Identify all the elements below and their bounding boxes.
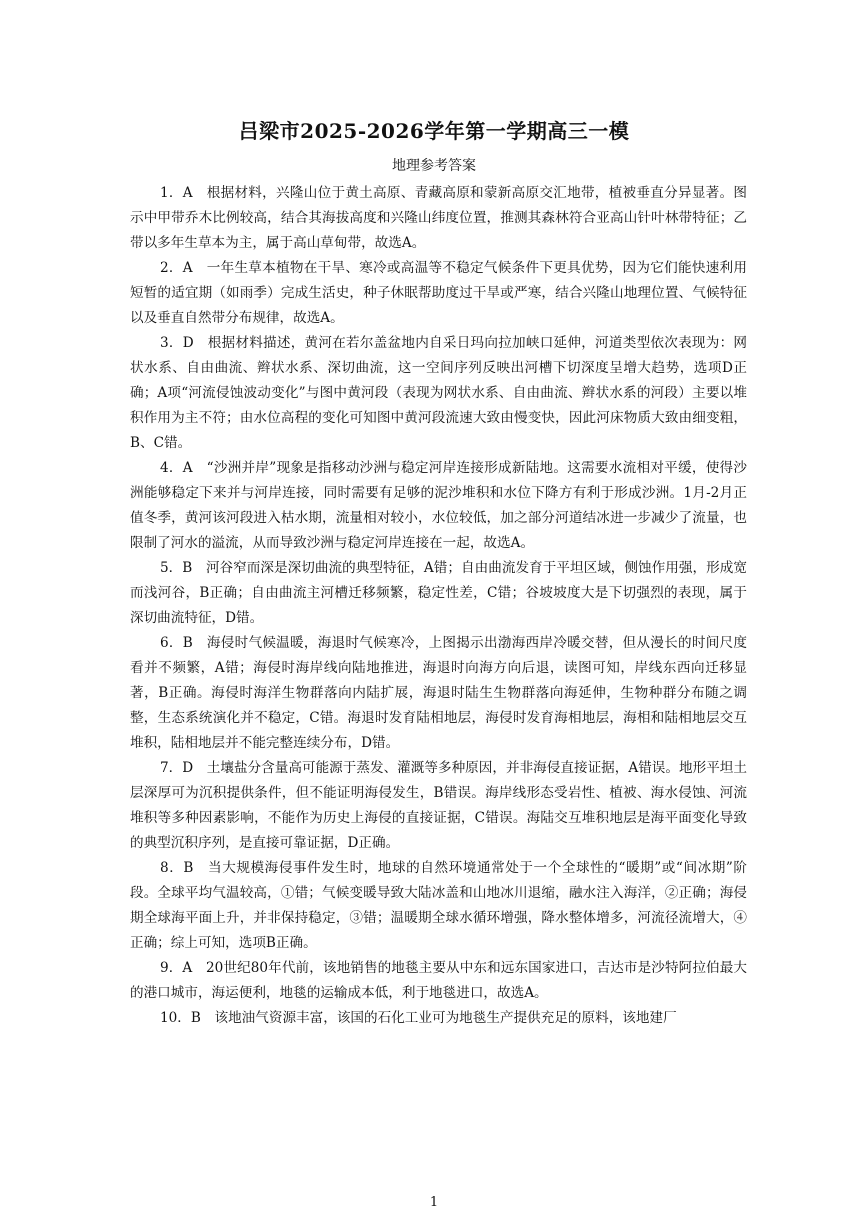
answer-item-9: 9．A 20世纪80年代前，该地销售的地毯主要从中东和远东国家进口，吉达市是沙特阿拉伯最大的港口城市，海运便利，地毯的运输成本低，利于地毯进口，故选A。 — [130, 960, 747, 1001]
document-title: 吕梁市2025-2026学年第一学期高三一模 — [238, 119, 630, 143]
answer-item-7: 7．D 土壤盐分含量高可能源于蒸发、灌溉等多种原因，并非海侵直接证据，A错误。地形平坦土层深厚可为沉积提供条件，但不能证明海侵发生，B错误。海岸线形态受岩性、植被、海水侵蚀、河流堆积等多种因素影响，不能作为历史上海侵的直接证据，C错误。海陆交互堆积地层是海平面变化导致的典型沉积序列，是直接可靠证据，D正确。 — [130, 760, 747, 851]
document-subtitle: 地理参考答案 — [392, 158, 476, 174]
answer-item-5: 5．B 河谷窄而深是深切曲流的典型特征，A错；自由曲流发育于平坦区域，侧蚀作用强，形成宽而浅河谷，B正确；自由曲流主河槽迁移频繁，稳定性差，C错；谷坡坡度大是下切强烈的表现，属于深切曲流特征，D错。 — [130, 560, 747, 626]
answer-item-1: 1．A 根据材料，兴隆山位于黄土高原、青藏高原和蒙新高原交汇地带，植被垂直分异显著。图示中甲带乔木比例较高，结合其海拔高度和兴隆山纬度位置，推测其森林符合亚高山针叶林带特征；乙带以多年生草本为主，属于高山草甸带，故选A。 — [130, 185, 747, 251]
answer-item-4: 4．A “沙洲并岸”现象是指移动沙洲与稳定河岸连接形成新陆地。这需要水流相对平缓，使得沙洲能够稳定下来并与河岸连接，同时需要有足够的泥沙堆积和水位下降方有利于形成沙洲。1月-2月正值冬季，黄河该河段进入枯水期，流量相对较小，水位较低，加之部分河道结冰进一步减少了流量，也限制了河水的溢流，从而导致沙洲与稳定河岸连接在一起，故选A。 — [130, 460, 747, 551]
answer-list — [130, 181, 747, 1031]
answer-item-2: 2．A 一年生草本植物在干旱、寒冷或高温等不稳定气候条件下更具优势，因为它们能快速利用短暂的适宜期（如雨季）完成生活史，种子休眠帮助度过干旱或严寒，结合兴隆山地理位置、气候特征以及垂直自然带分布规律，故选A。 — [130, 260, 747, 326]
answer-item-10: 10．B 该地油气资源丰富，该国的石化工业可为地毯生产提供充足的原料，该地建厂 — [160, 1010, 677, 1026]
answer-item-6: 6．B 海侵时气候温暖，海退时气候寒冷，上图揭示出渤海西岸冷暖交替，但从漫长的时间尺度看并不频繁，A错；海侵时海岸线向陆地推进，海退时向海方向后退，读图可知，岸线东西向迁移显著，B正确。海侵时海洋生物群落向内陆扩展，海退时陆生生物群落向海延伸，生物种群分布随之调整，生态系统演化并不稳定，C错。海退时发育陆相地层，海侵时发育海相地层，海相和陆相地层交互堆积，陆相地层并不能完整连续分布，D错。 — [130, 635, 747, 751]
answer-item-3: 3．D 根据材料描述，黄河在若尔盖盆地内自采日玛向拉加峡口延伸，河道类型依次表现为：网状水系、自由曲流、辫状水系、深切曲流，这一空间序列反映出河槽下切深度呈增大趋势，选项D正确；A项“河流侵蚀波动变化”与图中黄河段（表现为网状水系、自由曲流、辫状水系的河段）主要以堆积作用为主不符；由水位高程的变化可知图中黄河段流速大致由慢变快，因此河床物质大致由细变粗，B、C错。 — [130, 335, 747, 451]
answer-item-8: 8．B 当大规模海侵事件发生时，地球的自然环境通常处于一个全球性的“暖期”或“间冰期”阶段。全球平均气温较高，①错；气候变暖导致大陆冰盖和山地冰川退缩，融水注入海洋，②正确；海侵期全球海平面上升，并非保持稳定，③错；温暖期全球水循环增强，降水整体增多，河流径流增大，④正确；综上可知，选项B正确。 — [130, 860, 747, 951]
page-number: 1 — [429, 1195, 439, 1210]
